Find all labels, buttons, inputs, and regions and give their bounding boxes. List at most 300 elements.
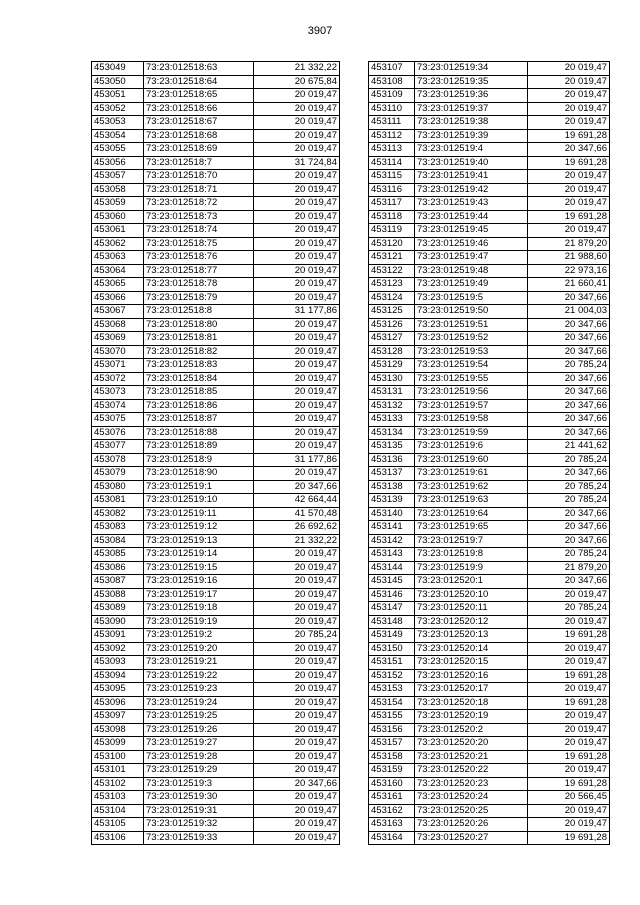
cadastral-number: 73:23:012518:80 — [144, 318, 254, 332]
cadastral-number: 73:23:012520:2 — [415, 723, 528, 737]
row-number: 453115 — [369, 170, 415, 184]
cadastral-value: 20 019,47 — [528, 683, 610, 697]
cadastral-value: 20 019,47 — [254, 467, 340, 481]
row-number: 453117 — [369, 197, 415, 211]
cadastral-number: 73:23:012519:7 — [415, 534, 528, 548]
cadastral-number: 73:23:012518:86 — [144, 399, 254, 413]
right-register-table — [368, 61, 610, 845]
cadastral-value: 21 332,22 — [254, 534, 340, 548]
row-number: 453068 — [92, 318, 144, 332]
row-number: 453148 — [369, 615, 415, 629]
cadastral-number: 73:23:012518:71 — [144, 183, 254, 197]
cadastral-number: 73:23:012518:63 — [144, 62, 254, 76]
cadastral-number: 73:23:012520:21 — [415, 750, 528, 764]
cadastral-number: 73:23:012519:29 — [144, 764, 254, 778]
cadastral-value: 20 347,66 — [528, 386, 610, 400]
table-row — [92, 102, 340, 116]
cadastral-value: 20 347,66 — [528, 399, 610, 413]
row-number: 453074 — [92, 399, 144, 413]
table-row — [92, 588, 340, 602]
cadastral-value: 21 879,20 — [528, 561, 610, 575]
table-row — [369, 629, 610, 643]
table-row — [92, 561, 340, 575]
row-number: 453137 — [369, 467, 415, 481]
row-number: 453096 — [92, 696, 144, 710]
table-row — [369, 183, 610, 197]
row-number: 453108 — [369, 75, 415, 89]
cadastral-number: 73:23:012518:81 — [144, 332, 254, 346]
table-row — [92, 62, 340, 76]
row-number: 453086 — [92, 561, 144, 575]
cadastral-value: 20 019,47 — [528, 818, 610, 832]
table-row — [369, 777, 610, 791]
table-row — [369, 210, 610, 224]
cadastral-value: 20 019,47 — [528, 588, 610, 602]
cadastral-number: 73:23:012519:53 — [415, 345, 528, 359]
cadastral-value: 20 019,47 — [254, 129, 340, 143]
cadastral-value: 20 019,47 — [528, 764, 610, 778]
cadastral-number: 73:23:012519:23 — [144, 683, 254, 697]
row-number: 453084 — [92, 534, 144, 548]
cadastral-value: 20 019,47 — [254, 548, 340, 562]
table-row — [92, 291, 340, 305]
table-row — [369, 521, 610, 535]
table-row — [92, 413, 340, 427]
row-number: 453054 — [92, 129, 144, 143]
row-number: 453133 — [369, 413, 415, 427]
cadastral-value: 22 973,16 — [528, 264, 610, 278]
table-row — [92, 804, 340, 818]
row-number: 453092 — [92, 642, 144, 656]
cadastral-number: 73:23:012518:66 — [144, 102, 254, 116]
cadastral-value: 20 019,47 — [254, 710, 340, 724]
cadastral-number: 73:23:012519:36 — [415, 89, 528, 103]
cadastral-number: 73:23:012520:13 — [415, 629, 528, 643]
table-row — [92, 399, 340, 413]
table-row — [369, 737, 610, 751]
table-row — [92, 318, 340, 332]
cadastral-number: 73:23:012518:76 — [144, 251, 254, 265]
row-number: 453151 — [369, 656, 415, 670]
table-row — [92, 818, 340, 832]
cadastral-number: 73:23:012519:40 — [415, 156, 528, 170]
cadastral-value: 20 019,47 — [254, 143, 340, 157]
cadastral-number: 73:23:012519:9 — [415, 561, 528, 575]
row-number: 453129 — [369, 359, 415, 373]
cadastral-number: 73:23:012519:26 — [144, 723, 254, 737]
cadastral-value: 20 019,47 — [254, 210, 340, 224]
cadastral-number: 73:23:012519:45 — [415, 224, 528, 238]
table-row — [92, 183, 340, 197]
cadastral-number: 73:23:012520:11 — [415, 602, 528, 616]
cadastral-number: 73:23:012518:90 — [144, 467, 254, 481]
row-number: 453142 — [369, 534, 415, 548]
row-number: 453082 — [92, 507, 144, 521]
cadastral-value: 20 019,47 — [528, 62, 610, 76]
cadastral-value: 20 347,66 — [528, 143, 610, 157]
table-row — [92, 372, 340, 386]
row-number: 453107 — [369, 62, 415, 76]
cadastral-number: 73:23:012519:27 — [144, 737, 254, 751]
row-number: 453083 — [92, 521, 144, 535]
cadastral-value: 20 019,47 — [254, 669, 340, 683]
cadastral-value: 20 019,47 — [254, 791, 340, 805]
row-number: 453126 — [369, 318, 415, 332]
table-row — [369, 251, 610, 265]
table-row — [369, 75, 610, 89]
cadastral-number: 73:23:012519:38 — [415, 116, 528, 130]
table-row — [92, 278, 340, 292]
row-number: 453118 — [369, 210, 415, 224]
cadastral-value: 20 019,47 — [254, 372, 340, 386]
row-number: 453123 — [369, 278, 415, 292]
row-number: 453079 — [92, 467, 144, 481]
cadastral-number: 73:23:012519:46 — [415, 237, 528, 251]
table-row — [369, 170, 610, 184]
table-row — [369, 440, 610, 454]
cadastral-number: 73:23:012518:84 — [144, 372, 254, 386]
cadastral-number: 73:23:012520:12 — [415, 615, 528, 629]
table-row — [369, 62, 610, 76]
cadastral-number: 73:23:012520:1 — [415, 575, 528, 589]
table-row — [369, 831, 610, 845]
cadastral-number: 73:23:012519:19 — [144, 615, 254, 629]
table-row — [92, 386, 340, 400]
cadastral-value: 20 566,45 — [528, 791, 610, 805]
row-number: 453152 — [369, 669, 415, 683]
cadastral-value: 20 019,47 — [528, 737, 610, 751]
cadastral-value: 20 347,66 — [254, 480, 340, 494]
cadastral-value: 21 879,20 — [528, 237, 610, 251]
cadastral-number: 73:23:012519:43 — [415, 197, 528, 211]
cadastral-value: 20 785,24 — [528, 602, 610, 616]
cadastral-number: 73:23:012519:33 — [144, 831, 254, 845]
cadastral-number: 73:23:012519:52 — [415, 332, 528, 346]
cadastral-value: 26 692,62 — [254, 521, 340, 535]
table-row — [369, 291, 610, 305]
table-row — [92, 480, 340, 494]
row-number: 453160 — [369, 777, 415, 791]
cadastral-value: 20 019,47 — [254, 237, 340, 251]
cadastral-value: 20 019,47 — [254, 683, 340, 697]
cadastral-value: 31 177,86 — [254, 305, 340, 319]
row-number: 453143 — [369, 548, 415, 562]
table-row — [92, 143, 340, 157]
row-number: 453063 — [92, 251, 144, 265]
row-number: 453159 — [369, 764, 415, 778]
row-number: 453081 — [92, 494, 144, 508]
cadastral-value: 20 347,66 — [528, 318, 610, 332]
cadastral-value: 20 019,47 — [254, 575, 340, 589]
table-row — [369, 197, 610, 211]
cadastral-value: 20 019,47 — [254, 102, 340, 116]
table-row — [369, 575, 610, 589]
table-row — [369, 318, 610, 332]
row-number: 453112 — [369, 129, 415, 143]
cadastral-value: 19 691,28 — [528, 210, 610, 224]
cadastral-value: 20 785,24 — [528, 548, 610, 562]
cadastral-value: 21 441,62 — [528, 440, 610, 454]
row-number: 453140 — [369, 507, 415, 521]
row-number: 453085 — [92, 548, 144, 562]
table-row — [369, 588, 610, 602]
row-number: 453122 — [369, 264, 415, 278]
table-row — [369, 102, 610, 116]
table-row — [369, 116, 610, 130]
cadastral-number: 73:23:012519:42 — [415, 183, 528, 197]
row-number: 453058 — [92, 183, 144, 197]
cadastral-number: 73:23:012518:88 — [144, 426, 254, 440]
cadastral-number: 73:23:012520:14 — [415, 642, 528, 656]
cadastral-number: 73:23:012519:12 — [144, 521, 254, 535]
cadastral-number: 73:23:012520:19 — [415, 710, 528, 724]
table-row — [369, 143, 610, 157]
table-row — [92, 656, 340, 670]
row-number: 453098 — [92, 723, 144, 737]
cadastral-value: 20 347,66 — [528, 467, 610, 481]
cadastral-value: 20 019,47 — [254, 615, 340, 629]
table-row — [369, 359, 610, 373]
row-number: 453094 — [92, 669, 144, 683]
cadastral-number: 73:23:012519:37 — [415, 102, 528, 116]
table-row — [369, 764, 610, 778]
table-row — [369, 480, 610, 494]
table-row — [369, 372, 610, 386]
row-number: 453158 — [369, 750, 415, 764]
cadastral-number: 73:23:012518:7 — [144, 156, 254, 170]
cadastral-value: 31 177,86 — [254, 453, 340, 467]
cadastral-number: 73:23:012519:39 — [415, 129, 528, 143]
table-row — [92, 156, 340, 170]
row-number: 453056 — [92, 156, 144, 170]
row-number: 453057 — [92, 170, 144, 184]
table-row — [92, 737, 340, 751]
table-row — [369, 332, 610, 346]
row-number: 453087 — [92, 575, 144, 589]
table-row — [92, 264, 340, 278]
cadastral-number: 73:23:012519:1 — [144, 480, 254, 494]
row-number: 453127 — [369, 332, 415, 346]
cadastral-number: 73:23:012519:30 — [144, 791, 254, 805]
cadastral-value: 20 019,47 — [528, 656, 610, 670]
cadastral-number: 73:23:012518:79 — [144, 291, 254, 305]
table-row — [369, 804, 610, 818]
table-row — [92, 129, 340, 143]
row-number: 453073 — [92, 386, 144, 400]
row-number: 453131 — [369, 386, 415, 400]
cadastral-value: 19 691,28 — [528, 629, 610, 643]
row-number: 453156 — [369, 723, 415, 737]
cadastral-number: 73:23:012518:72 — [144, 197, 254, 211]
row-number: 453145 — [369, 575, 415, 589]
table-row — [92, 467, 340, 481]
row-number: 453135 — [369, 440, 415, 454]
cadastral-value: 20 347,66 — [528, 291, 610, 305]
cadastral-number: 73:23:012518:83 — [144, 359, 254, 373]
cadastral-number: 73:23:012519:6 — [415, 440, 528, 454]
page-number: 3907 — [307, 25, 333, 37]
cadastral-number: 73:23:012519:25 — [144, 710, 254, 724]
table-row — [92, 75, 340, 89]
row-number: 453093 — [92, 656, 144, 670]
cadastral-value: 20 019,47 — [528, 102, 610, 116]
cadastral-number: 73:23:012519:48 — [415, 264, 528, 278]
row-number: 453072 — [92, 372, 144, 386]
row-number: 453121 — [369, 251, 415, 265]
cadastral-number: 73:23:012519:22 — [144, 669, 254, 683]
cadastral-value: 20 347,66 — [528, 345, 610, 359]
table-row — [92, 723, 340, 737]
cadastral-number: 73:23:012519:63 — [415, 494, 528, 508]
cadastral-number: 73:23:012519:50 — [415, 305, 528, 319]
table-row — [92, 615, 340, 629]
row-number: 453051 — [92, 89, 144, 103]
cadastral-number: 73:23:012519:32 — [144, 818, 254, 832]
cadastral-value: 20 019,47 — [254, 750, 340, 764]
table-row — [92, 534, 340, 548]
cadastral-number: 73:23:012520:15 — [415, 656, 528, 670]
table-row — [92, 210, 340, 224]
row-number: 453144 — [369, 561, 415, 575]
cadastral-number: 73:23:012518:87 — [144, 413, 254, 427]
row-number: 453132 — [369, 399, 415, 413]
table-row — [369, 507, 610, 521]
cadastral-value: 20 019,47 — [254, 561, 340, 575]
table-row — [92, 750, 340, 764]
row-number: 453088 — [92, 588, 144, 602]
cadastral-value: 20 019,47 — [254, 386, 340, 400]
cadastral-number: 73:23:012520:18 — [415, 696, 528, 710]
cadastral-value: 20 019,47 — [254, 831, 340, 845]
cadastral-value: 20 019,47 — [254, 696, 340, 710]
row-number: 453119 — [369, 224, 415, 238]
cadastral-value: 20 347,66 — [528, 534, 610, 548]
cadastral-value: 20 019,47 — [528, 723, 610, 737]
cadastral-value: 20 019,47 — [254, 345, 340, 359]
table-row — [92, 345, 340, 359]
row-number: 453109 — [369, 89, 415, 103]
row-number: 453050 — [92, 75, 144, 89]
table-row — [369, 710, 610, 724]
table-row — [369, 413, 610, 427]
cadastral-value: 20 019,47 — [254, 413, 340, 427]
cadastral-value: 20 019,47 — [254, 197, 340, 211]
cadastral-value: 20 785,24 — [528, 453, 610, 467]
cadastral-value: 20 019,47 — [254, 170, 340, 184]
table-row — [369, 264, 610, 278]
cadastral-value: 21 988,60 — [528, 251, 610, 265]
cadastral-value: 20 019,47 — [254, 318, 340, 332]
table-row — [92, 440, 340, 454]
table-row — [369, 602, 610, 616]
table-row — [369, 237, 610, 251]
cadastral-number: 73:23:012519:49 — [415, 278, 528, 292]
cadastral-value: 20 675,84 — [254, 75, 340, 89]
cadastral-number: 73:23:012519:2 — [144, 629, 254, 643]
table-row — [92, 521, 340, 535]
cadastral-number: 73:23:012519:4 — [415, 143, 528, 157]
row-number: 453149 — [369, 629, 415, 643]
table-row — [369, 156, 610, 170]
row-number: 453089 — [92, 602, 144, 616]
cadastral-value: 20 019,47 — [528, 89, 610, 103]
row-number: 453155 — [369, 710, 415, 724]
row-number: 453114 — [369, 156, 415, 170]
row-number: 453091 — [92, 629, 144, 643]
table-row — [369, 345, 610, 359]
cadastral-value: 21 660,41 — [528, 278, 610, 292]
row-number: 453077 — [92, 440, 144, 454]
cadastral-number: 73:23:012520:24 — [415, 791, 528, 805]
table-row — [369, 305, 610, 319]
cadastral-number: 73:23:012519:3 — [144, 777, 254, 791]
row-number: 453138 — [369, 480, 415, 494]
cadastral-number: 73:23:012519:5 — [415, 291, 528, 305]
cadastral-number: 73:23:012519:60 — [415, 453, 528, 467]
row-number: 453134 — [369, 426, 415, 440]
cadastral-number: 73:23:012519:34 — [415, 62, 528, 76]
cadastral-value: 20 019,47 — [254, 359, 340, 373]
row-number: 453124 — [369, 291, 415, 305]
table-row — [369, 561, 610, 575]
cadastral-number: 73:23:012520:23 — [415, 777, 528, 791]
table-row — [369, 426, 610, 440]
row-number: 453111 — [369, 116, 415, 130]
cadastral-value: 20 019,47 — [528, 642, 610, 656]
row-number: 453097 — [92, 710, 144, 724]
row-number: 453076 — [92, 426, 144, 440]
row-number: 453128 — [369, 345, 415, 359]
cadastral-number: 73:23:012519:56 — [415, 386, 528, 400]
cadastral-value: 20 019,47 — [528, 804, 610, 818]
row-number: 453069 — [92, 332, 144, 346]
cadastral-number: 73:23:012519:24 — [144, 696, 254, 710]
cadastral-number: 73:23:012518:89 — [144, 440, 254, 454]
table-row — [92, 494, 340, 508]
cadastral-value: 20 347,66 — [528, 507, 610, 521]
row-number: 453113 — [369, 143, 415, 157]
cadastral-value: 20 347,66 — [528, 426, 610, 440]
row-number: 453099 — [92, 737, 144, 751]
cadastral-value: 20 019,47 — [254, 89, 340, 103]
cadastral-number: 73:23:012520:22 — [415, 764, 528, 778]
row-number: 453102 — [92, 777, 144, 791]
cadastral-number: 73:23:012519:13 — [144, 534, 254, 548]
row-number: 453065 — [92, 278, 144, 292]
table-row — [369, 750, 610, 764]
row-number: 453080 — [92, 480, 144, 494]
row-number: 453067 — [92, 305, 144, 319]
table-row — [369, 818, 610, 832]
left-register-table — [91, 61, 340, 845]
cadastral-value: 20 019,47 — [254, 251, 340, 265]
cadastral-value: 20 019,47 — [528, 75, 610, 89]
row-number: 453146 — [369, 588, 415, 602]
cadastral-number: 73:23:012519:18 — [144, 602, 254, 616]
table-row — [92, 305, 340, 319]
left-table-body — [92, 62, 340, 845]
cadastral-number: 73:23:012519:47 — [415, 251, 528, 265]
cadastral-number: 73:23:012518:64 — [144, 75, 254, 89]
table-row — [369, 683, 610, 697]
cadastral-value: 20 019,47 — [254, 723, 340, 737]
table-row — [369, 386, 610, 400]
cadastral-number: 73:23:012518:70 — [144, 170, 254, 184]
cadastral-number: 73:23:012518:65 — [144, 89, 254, 103]
cadastral-value: 31 724,84 — [254, 156, 340, 170]
cadastral-value: 19 691,28 — [528, 696, 610, 710]
table-row — [369, 224, 610, 238]
